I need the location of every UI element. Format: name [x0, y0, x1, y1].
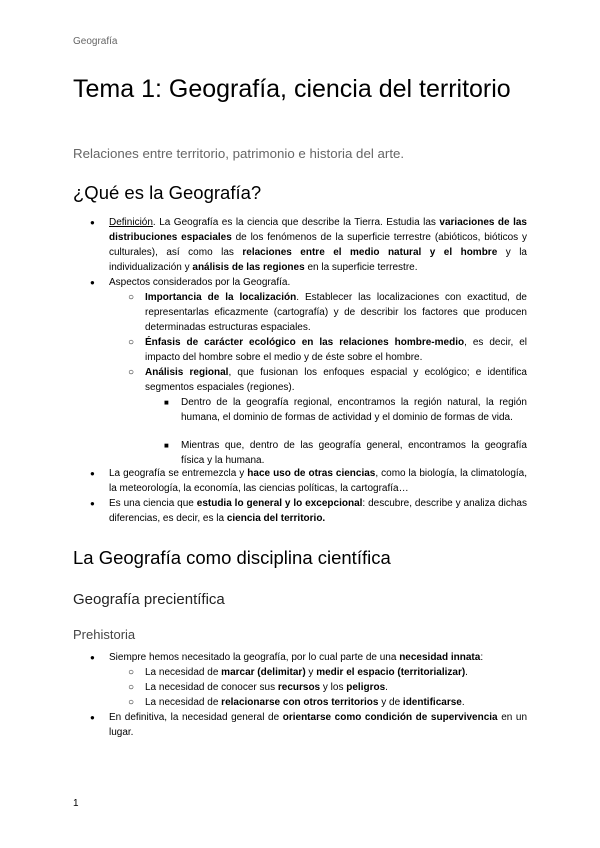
- bullet-icon: ●: [90, 653, 95, 662]
- list-item-orientarse: ● En definitiva, la necesidad general de orientarse como condición de supervivencia en un lugar.: [90, 712, 528, 738]
- page-number: 1: [73, 798, 79, 809]
- list-subitem-marcar: ○ La necesidad de marcar (delimitar) y medir el espacio (territorializar).: [128, 667, 468, 678]
- bullet-icon: ●: [90, 499, 95, 508]
- list-subitem-regional: ○ Análisis regional, que fusionan los enfoques espacial y ecológico; e identifica segmentos espaciales (regiones).: [128, 367, 527, 393]
- list-subitem-recursos: ○ La necesidad de conocer sus recursos y los peligros.: [128, 682, 388, 693]
- section-heading-que-es: ¿Qué es la Geografía?: [73, 182, 262, 203]
- list-item-definicion: ● Definición. La Geografía es la ciencia que describe la Tierra. Estudia las variaciones de las distribuciones espaciales de los fenómenos de la superficie terrestre (abióticos, bióticos y culturales), así como las relaciones entre el medio natural y el hombre y la individualización y análisis de las regiones en la superficie terrestre.: [90, 217, 527, 273]
- page-header: Geografía: [73, 36, 118, 47]
- document-title: Tema 1: Geografía, ciencia del territorio: [73, 75, 511, 103]
- list-subsubitem-general: ■ Mientras que, dentro de las geografía general, encontramos la geografía física y la humana.: [164, 440, 527, 466]
- hollow-bullet-icon: ○: [128, 682, 135, 693]
- hollow-bullet-icon: ○: [128, 697, 135, 708]
- hollow-bullet-icon: ○: [128, 292, 135, 303]
- square-bullet-icon: ■: [164, 398, 169, 407]
- list-item-aspectos: ● Aspectos considerados por la Geografía.: [90, 277, 291, 288]
- square-bullet-icon: ■: [164, 441, 169, 450]
- subsubsection-heading-prehistoria: Prehistoria: [73, 627, 136, 642]
- subsection-heading-precientifica: Geografía precientífica: [73, 591, 225, 608]
- bullet-icon: ●: [90, 278, 95, 287]
- bullet-icon: ●: [90, 218, 95, 227]
- list-item-ciencia-territorio: ● Es una ciencia que estudia lo general y lo excepcional: descubre, describe y analiza dichas diferencias, es decir, es la ciencia del territorio.: [90, 498, 527, 524]
- bullet-icon: ●: [90, 713, 95, 722]
- list-item-otras-ciencias: ● La geografía se entremezcla y hace uso de otras ciencias, como la biología, la climatología, la meteorología, la economía, las ciencias políticas, la cartografía…: [90, 468, 527, 494]
- list-subitem-relacionarse: ○ La necesidad de relacionarse con otros territorios y de identificarse.: [128, 697, 465, 708]
- list-subsubitem-regional: ■ Dentro de la geografía regional, encontramos la región natural, la región humana, el dominio de formas de actividad y el dominio de formas de vida.: [164, 397, 527, 423]
- hollow-bullet-icon: ○: [128, 367, 135, 378]
- list-subitem-ecologico: ○ Énfasis de carácter ecológico en las relaciones hombre-medio, es decir, el impacto del hombre sobre el medio y de éste sobre el hombre.: [128, 337, 528, 363]
- section-heading-disciplina: La Geografía como disciplina científica: [73, 547, 391, 568]
- hollow-bullet-icon: ○: [128, 337, 135, 348]
- list-item-necesidad-innata: ● Siempre hemos necesitado la geografía, por lo cual parte de una necesidad innata:: [90, 652, 484, 663]
- document-subtitle: Relaciones entre territorio, patrimonio e historia del arte.: [73, 146, 405, 161]
- hollow-bullet-icon: ○: [128, 667, 135, 678]
- bullet-icon: ●: [90, 469, 95, 478]
- list-subitem-localizacion: ○ Importancia de la localización. Establecer las localizaciones con exactitud, de representarlas eficazmente (cartografía) y de describir los factores que producen determinadas estructuras espaciales.: [128, 292, 527, 333]
